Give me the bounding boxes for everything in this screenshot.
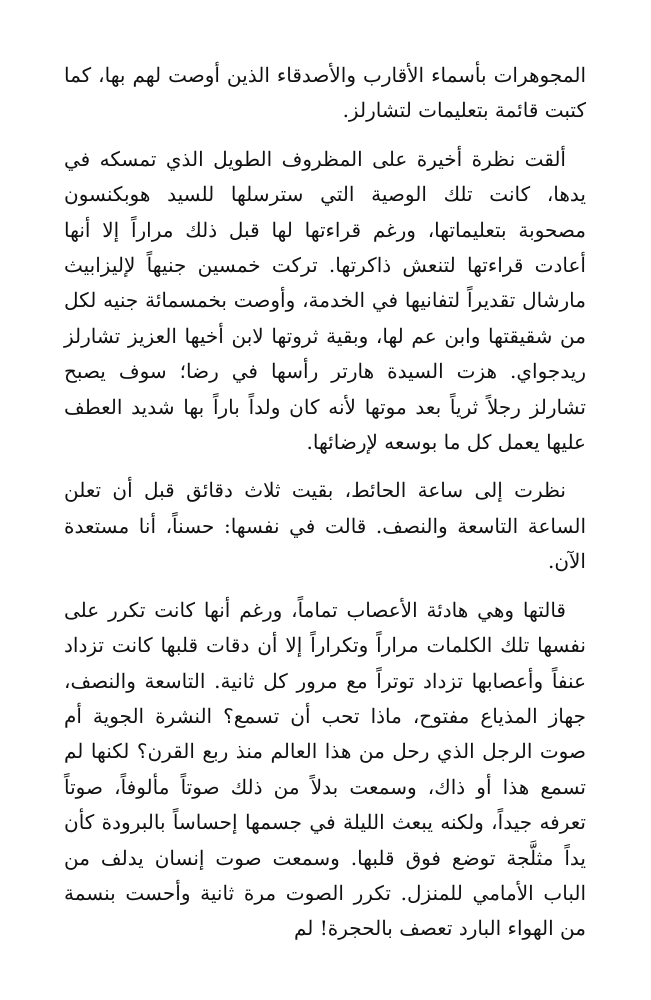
paragraph: المجوهرات بأسماء الأقارب والأصدقاء الذين أوصت لهم بها، كما كتبت قائمة بتعليمات لتشارلز.	[64, 63, 586, 123]
book-page	[64, 58, 586, 960]
paragraph: ألقت نظرة أخيرة على المظروف الطويل الذي تمسكه في يدها، كانت تلك الوصية التي سترسلها للسيد هوبكنسون مصحوبة بتعليماتها، ورغم قراءتها لها قبل ذلك مراراً إلا أنها أعادت قراءتها لتنعش ذاكرتها. تركت خمسين جنيهاً لإليزابيث مارشال تقديراً لتفانيها في الخدمة، وأوصت بخمسمائة جنيه لكل من شقيقتها وابن عم لها، وبقية ثروتها لابن أخيها العزيز تشارلز ريدجواي. هزت السيدة هارتر رأسها في رضا؛ سوف يصبح تشارلز رجلاً ثرياً بعد موتها لأنه كان ولداً باراً بها شديد العطف عليها يعمل كل ما بوسعه لإرضائها.	[64, 146, 586, 455]
paragraph: نظرت إلى ساعة الحائط، بقيت ثلاث دقائق قبل أن تعلن الساعة التاسعة والنصف. قالت في نفسها: حسناً، أنا مستعدة الآن.	[64, 478, 586, 574]
paragraph: قالتها وهي هادئة الأعصاب تماماً، ورغم أنها كانت تكرر على نفسها تلك الكلمات مراراً وتكراراً إلا أن دقات قلبها كانت تزداد عنفاً وأعصابها تزداد توتراً مع مرور كل ثانية. التاسعة والنصف، جهاز المذياع مفتوح، ماذا تحب أن تسمع؟ النشرة الجوية أم صوت الرجل الذي رحل من هذا العالم منذ ربع القرن؟ لكنها لم تسمع هذا أو ذاك، وسمعت بدلاً من ذلك صوتاً مألوفاً، صوتاً تعرفه جيداً، ولكنه يبعث الليلة في جسمها إحساساً بالبرودة كأن يداً مثلَّجة توضع فوق قلبها. وسمعت صوت إنسان يدلف من الباب الأمامي للمنزل. تكرر الصوت مرة ثانية وأحست بنسمة من الهواء البارد تعصف بالحجرة! لم	[64, 597, 586, 941]
